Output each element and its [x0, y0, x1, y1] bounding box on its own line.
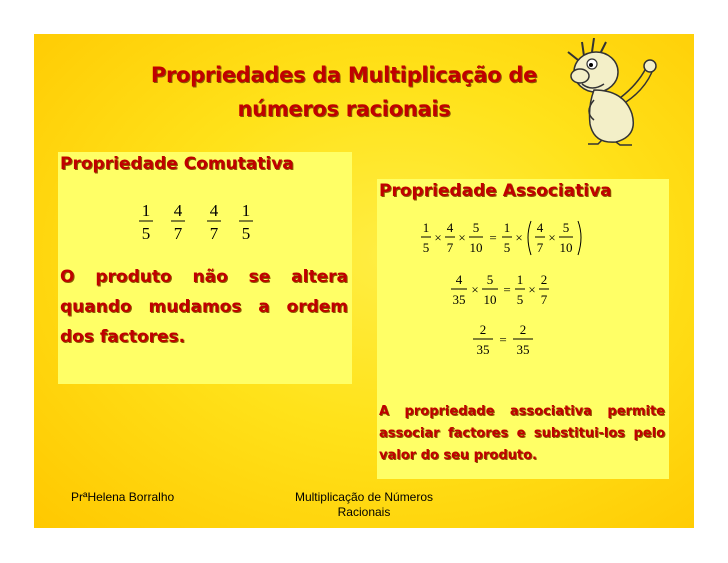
- fraction-denominator: 35: [476, 342, 490, 357]
- associative-equation-1: [419, 217, 589, 259]
- fraction-denominator: 7: [209, 224, 219, 243]
- associative-heading: Propriedade Associativa: [379, 181, 612, 201]
- associative-equation-3: [471, 319, 541, 361]
- fraction-numerator: 2: [479, 322, 487, 337]
- fraction-numerator: 4: [455, 272, 463, 287]
- fraction-numerator: 1: [503, 220, 511, 235]
- fraction-denominator: 10: [559, 240, 573, 255]
- fraction-numerator: 5: [486, 272, 494, 287]
- fraction-numerator: 4: [209, 202, 219, 220]
- times-symbol: ×: [528, 282, 536, 297]
- commutative-property-box: [58, 152, 352, 384]
- associative-description: A propriedade associativa permite associar factores e substitui-los pelo valor do seu produto.: [379, 404, 665, 463]
- fraction-denominator: 7: [536, 240, 544, 255]
- fraction-numerator: 1: [241, 202, 251, 220]
- fraction-denominator: 5: [422, 240, 430, 255]
- footer-topic: Multiplicação de Números Racionais: [294, 490, 434, 519]
- commutative-heading: Propriedade Comutativa: [60, 154, 294, 174]
- fraction-numerator: 4: [536, 220, 544, 235]
- fraction-denominator: 35: [516, 342, 530, 357]
- slide: [34, 34, 694, 528]
- fraction-denominator: 5: [516, 292, 524, 307]
- associative-equation-2: [449, 269, 559, 311]
- fraction-numerator: 1: [422, 220, 430, 235]
- fraction-denominator: 7: [173, 224, 183, 243]
- times-symbol: ×: [515, 230, 523, 245]
- fraction-numerator: 1: [516, 272, 524, 287]
- fraction-denominator: 10: [469, 240, 483, 255]
- fraction-denominator: 10: [483, 292, 497, 307]
- times-symbol: ×: [458, 230, 466, 245]
- fraction-denominator: 5: [503, 240, 511, 255]
- slide-title-line1: Propriedades da Multiplicação de: [150, 63, 538, 87]
- fraction-denominator: 7: [446, 240, 454, 255]
- fraction-numerator: 5: [562, 220, 570, 235]
- equals-symbol: =: [499, 332, 507, 347]
- equals-symbol: =: [489, 230, 497, 245]
- fraction-numerator: 2: [519, 322, 527, 337]
- commutative-description: O produto não se altera quando mudamos a ordem dos factores.: [60, 267, 348, 347]
- equals-symbol: =: [503, 282, 511, 297]
- associative-property-box: [377, 179, 669, 479]
- fraction-denominator: 5: [241, 224, 251, 243]
- times-symbol: ×: [471, 282, 479, 297]
- cartoon-character-icon: [554, 38, 664, 151]
- times-symbol: ×: [548, 230, 556, 245]
- fraction-numerator: 2: [540, 272, 548, 287]
- commutative-equation: [136, 202, 266, 244]
- footer-author: PrªHelena Borralho: [71, 490, 175, 504]
- fraction-denominator: 35: [452, 292, 466, 307]
- fraction-numerator: 1: [141, 202, 151, 220]
- fraction-numerator: 4: [173, 202, 183, 220]
- fraction-numerator: 5: [472, 220, 480, 235]
- fraction-numerator: 4: [446, 220, 454, 235]
- times-symbol: ×: [434, 230, 442, 245]
- slide-title-line2: números racionais: [237, 97, 451, 121]
- fraction-denominator: 7: [540, 292, 548, 307]
- fraction-denominator: 5: [141, 224, 151, 243]
